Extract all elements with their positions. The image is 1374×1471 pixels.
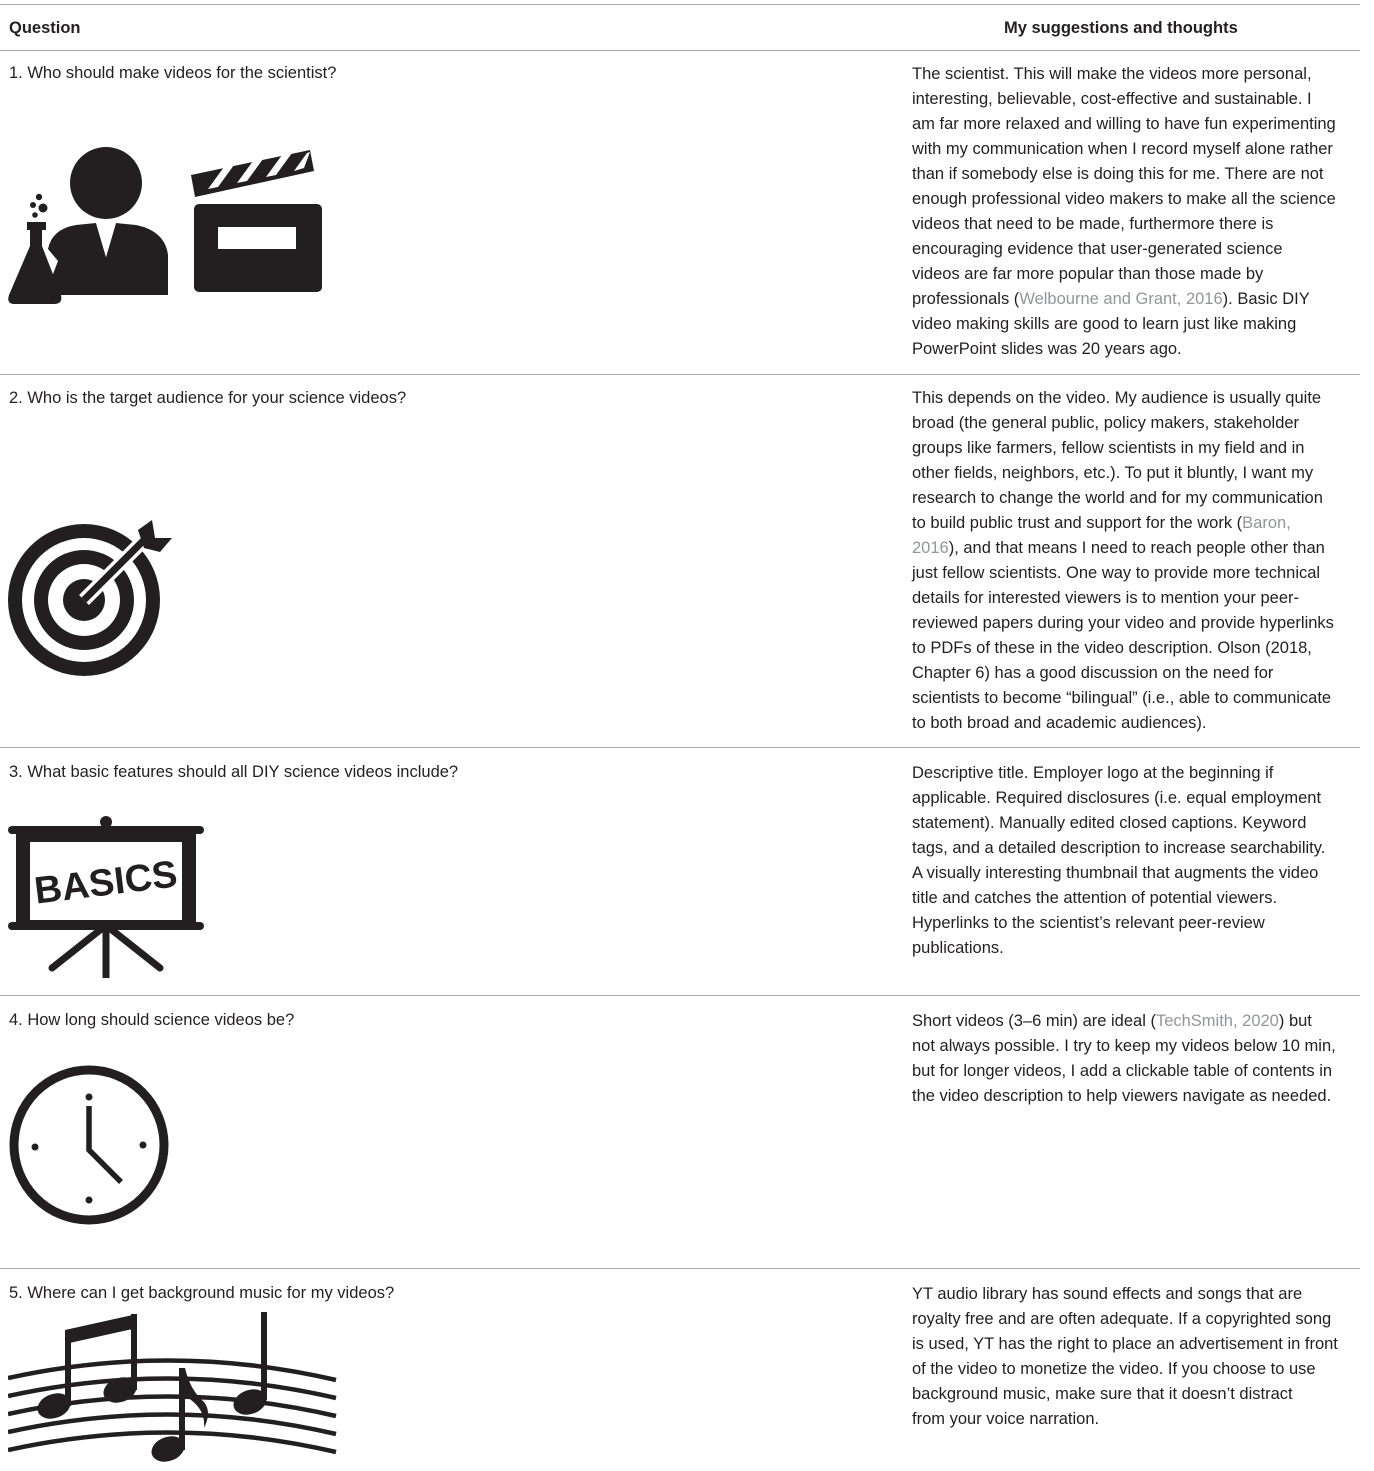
board-label: BASICS [32,853,180,913]
question-column-header: Question [9,19,81,37]
row-divider [0,374,1360,375]
question-5: 5. Where can I get background music for my videos? [9,1284,395,1302]
clock-icon [8,1064,172,1228]
citation-link[interactable]: Baron, 2016 [912,514,1291,557]
answer-5: YT audio library has sound effects and songs that are royalty free and are often adequate. If a copyrighted song is used, YT has the right to place an advertisement in front of the video to monetize the video. If you choose to use background music, make sure that it doesn’t distract from your voice narration. [912,1285,1338,1428]
music-notes-icon [8,1310,338,1471]
question-4: 4. How long should science videos be? [9,1011,295,1029]
row-divider [0,995,1360,996]
citation-link[interactable]: Welbourne and Grant, 2016 [1019,290,1223,308]
citation-link[interactable]: TechSmith, 2020 [1155,1012,1279,1030]
header-rule [0,50,1360,51]
question-1: 1. Who should make videos for the scientist? [9,64,337,82]
row-divider [0,747,1360,748]
answer-2: This depends on the video. My audience is usually quite broad (the general public, policy makers, stakeholder groups like farmers, fellow scientists in my field and in other fields, neighbors, etc.). To put it bluntly, I want my research to change the world and for my communication to build public trust and support for the work (Baron, 2016), and that means I need to reach people other than just fellow scientists. One way to provide more technical details for interested viewers is to mention your peer- reviewed papers during your video and provide hyperlinks to PDFs of these in the video description. Olson (2018, Chapter 6) has a good discussion on the need for scientists to become “bilingual” (i.e., able to communicate to both broad and academic audiences). [912,389,1334,732]
presentation-board-icon [8,816,208,980]
answer-1: The scientist. This will make the videos more personal, interesting, believable, cost-effective and sustainable. I am far more relaxed and willing to have fun experimenting with my communication when I record myself alone rather than if somebody else is doing this for me. There are not enough professional video makers to make all the science videos that need to be made, furthermore there is encouraging evidence that user-generated science videos are far more popular than those made by professionals (Welbourne and Grant, 2016). Basic DIY video making skills are good to learn just like making PowerPoint slides was 20 years ago. [912,65,1336,358]
table-top-rule [0,4,1360,5]
answer-column-header: My suggestions and thoughts [1004,19,1238,37]
answer-4: Short videos (3–6 min) are ideal (TechSmith, 2020) but not always possible. I try to keep my videos below 10 min, but for longer videos, I add a clickable table of contents in the video description to help viewers navigate as needed. [912,1012,1336,1105]
answer-3: Descriptive title. Employer logo at the beginning if applicable. Required disclosures (i.e. equal employment statement). Manually edited closed captions. Keyword tags, and a detailed description to increase searchability. A visually interesting thumbnail that augments the video title and catches the attention of potential viewers. Hyperlinks to the scientist’s relevant peer-review publications. [912,764,1326,957]
row-divider [0,1268,1360,1269]
target-icon [6,516,174,684]
question-3: 3. What basic features should all DIY science videos include? [9,763,459,781]
question-2: 2. Who is the target audience for your science videos? [9,389,407,407]
scientist-and-clapperboard-icon [8,145,328,307]
